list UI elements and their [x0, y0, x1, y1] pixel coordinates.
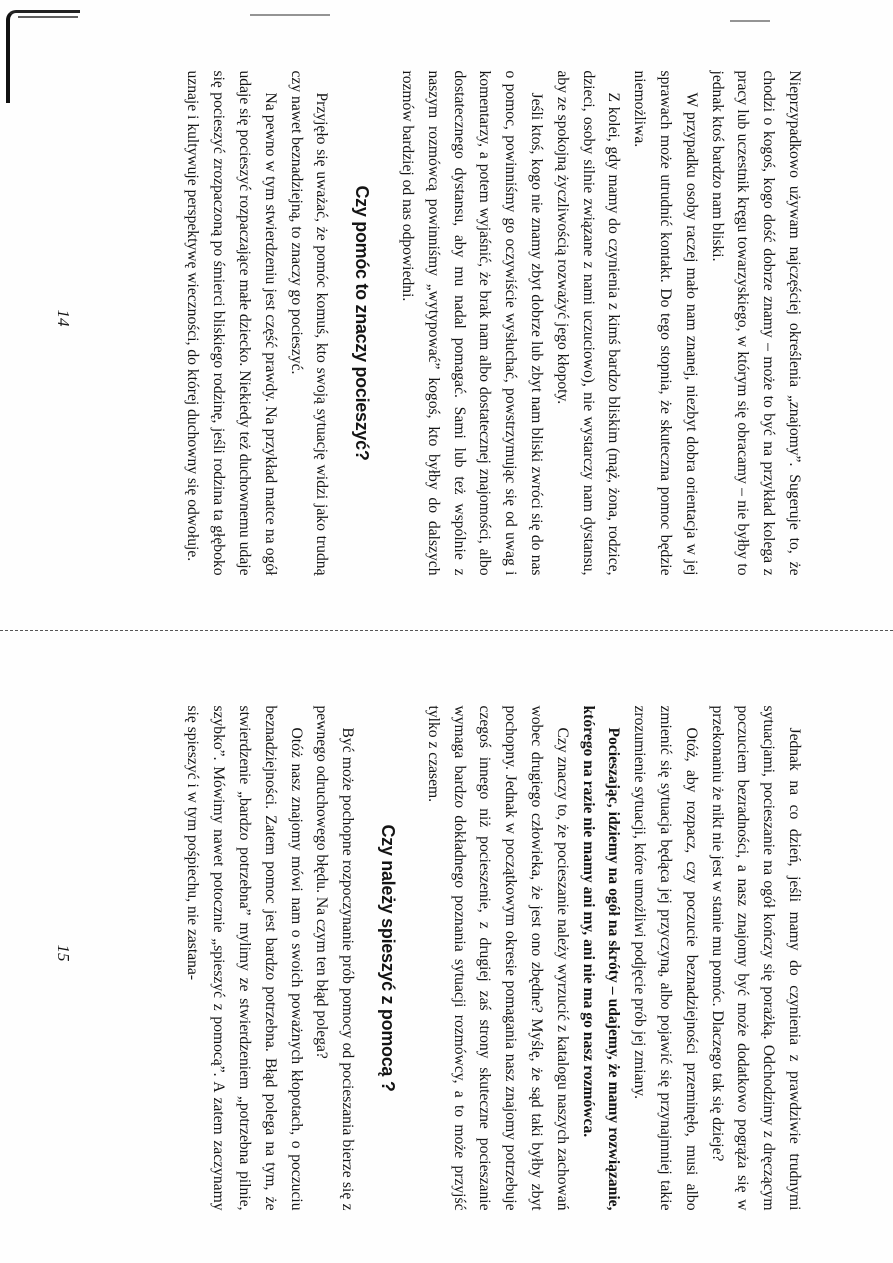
- book-page-15: [47, 675, 847, 1230]
- paragraph: Jednak na co dzień, jeśli mamy do czynienia z prawdziwie trudnymi sytuacjami, pocieszanie na ogół kończy się porażką. Odchodzimy z dręczącym poczuciem bezradności, a nasz znajomy być może dodatkowo pogrąża się w przekonaniu że nikt nie jest w stanie mu pomóc. Dlaczego tak się dzieje?: [708, 705, 803, 1210]
- paragraph: Z kolei, gdy mamy do czynienia z kimś bardzo bliskim (mąż, żona, rodzice, dzieci, osoby silnie związane z nami uczuciowo), nie wystarczy nam dystansu, aby ze spokojną życzliwością rozważyć jego kłopoty.: [553, 70, 622, 575]
- paragraph: Nieprzypadkowo używam najczęściej określenia „znajomy”. Sugeruje to, że chodzi o kogoś, kogo dość dobrze znamy – może to być na przykład kolega z pracy lub uczestnik kręgu towarzyskiego, w którym się obracamy – nie byłby to jednak ktoś bardzo nam bliski.: [708, 70, 803, 575]
- paragraph: W przypadku osoby raczej mało nam znanej, niezbyt dobra orientacja w jej sprawach może utrudnić kontakt. Do tego stopnia, że skuteczna pomoc będzie niemożliwa.: [630, 70, 700, 575]
- page-14-region: [0, 10, 893, 625]
- paragraph: Czy znaczy to, że pocieszanie należy wyrzucić z katalogu naszych zachowań wobec drugiego człowieka, że jest ono zbędne? Myślę, że sąd taki byłby zbyt pochopny. Jednak w początkowym okresie pomagania nasz znajomy potrzebuje czegoś innego niż pocieszenie, z drugiej zaś strony skuteczne pocieszanie wymaga bardzo dokładnego poznania sytuacji rozmówcy, a to może przyjść tylko z czasem.: [424, 705, 571, 1210]
- section-heading: Czy należy spieszyć z pomocą ?: [377, 823, 398, 1092]
- page-14-text: [87, 70, 807, 575]
- section-heading: Czy pomóc to znaczy pocieszyć?: [351, 184, 372, 461]
- paragraph: Na pewno w tym stwierdzeniu jest część prawdy. Na przykład matce na ogół udaje się pocieszyć rozpaczające małe dziecko. Niekiedy też duchownemu udaje się pocieszyć zrozpaczoną po śmierci bliskiego rodzinę, jeśli rodzina ta głęboko uznaje i kultywuje perspektywę wieczności, do której duchowny się odwołuje.: [183, 70, 279, 575]
- page-15-region: [0, 645, 893, 1260]
- paragraph: Przyjęło się uważać, że pomóc komuś, kto swoją sytuację widzi jako trudną czy nawet beznadziejną, to znaczy go pocieszyć.: [287, 70, 330, 575]
- paragraph: Być może pochopne rozpoczynanie prób pomocy od pocieszania bierze się z pewnego odruchowego błędu. Na czym ten błąd polega?: [312, 705, 356, 1210]
- paragraph: Otóż, aby rozpacz, czy poczucie beznadziejności przeminęło, musi albo zmienić się sytuacja będąca jej przyczyną, albo pojawić się przynajmniej takie zrozumienie sytuacji, które umożliwi podjęcie prób jej zmiany.: [630, 705, 700, 1210]
- page-number: 14: [53, 309, 73, 326]
- paragraph: Jeśli ktoś, kogo nie znamy zbyt dobrze lub zbyt nam bliski zwróci się do nas o pomoc, powinniśmy go oczywiście wysłuchać, powstrzymując się od uwag i komentarzy, a potem wyjaśnić, że brak nam albo dostatecznej znajomości, albo dostatecznego dystansu, aby mu nadal pomagać. Sami lub też wspólnie z naszym rozmówcą powinniśmy „wytypować” kogoś, kto byłby do dalszych rozmów bardziej od nas odpowiedni.: [398, 70, 545, 575]
- bold-paragraph: [574, 705, 626, 1210]
- page-divider: [0, 630, 893, 631]
- book-page-14: [47, 40, 847, 595]
- bold-text: Pocieszając, idziemy na ogół na skróty – udajemy, że mamy rozwiązanie, którego na razie nie mamy ani my, ani nie ma go nasz rozmówca.: [579, 705, 622, 1210]
- page-15-text: [87, 705, 807, 1210]
- page-number: 15: [53, 944, 73, 961]
- paragraph: Otóż nasz znajomy mówi nam o swoich poważnych kłopotach, o poczuciu beznadziejności. Zatem pomoc jest bardzo potrzebna. Błąd polega na tym, że stwierdzenie „bardzo potrzebna” mylimy ze stwierdzeniem „potrzebna pilnie, szybko”. Mówimy nawet potocznie „spieszyć z pomocą”. A zatem zaczynamy się spieszyć i w tym pośpiechu, nie zastana-: [183, 705, 305, 1210]
